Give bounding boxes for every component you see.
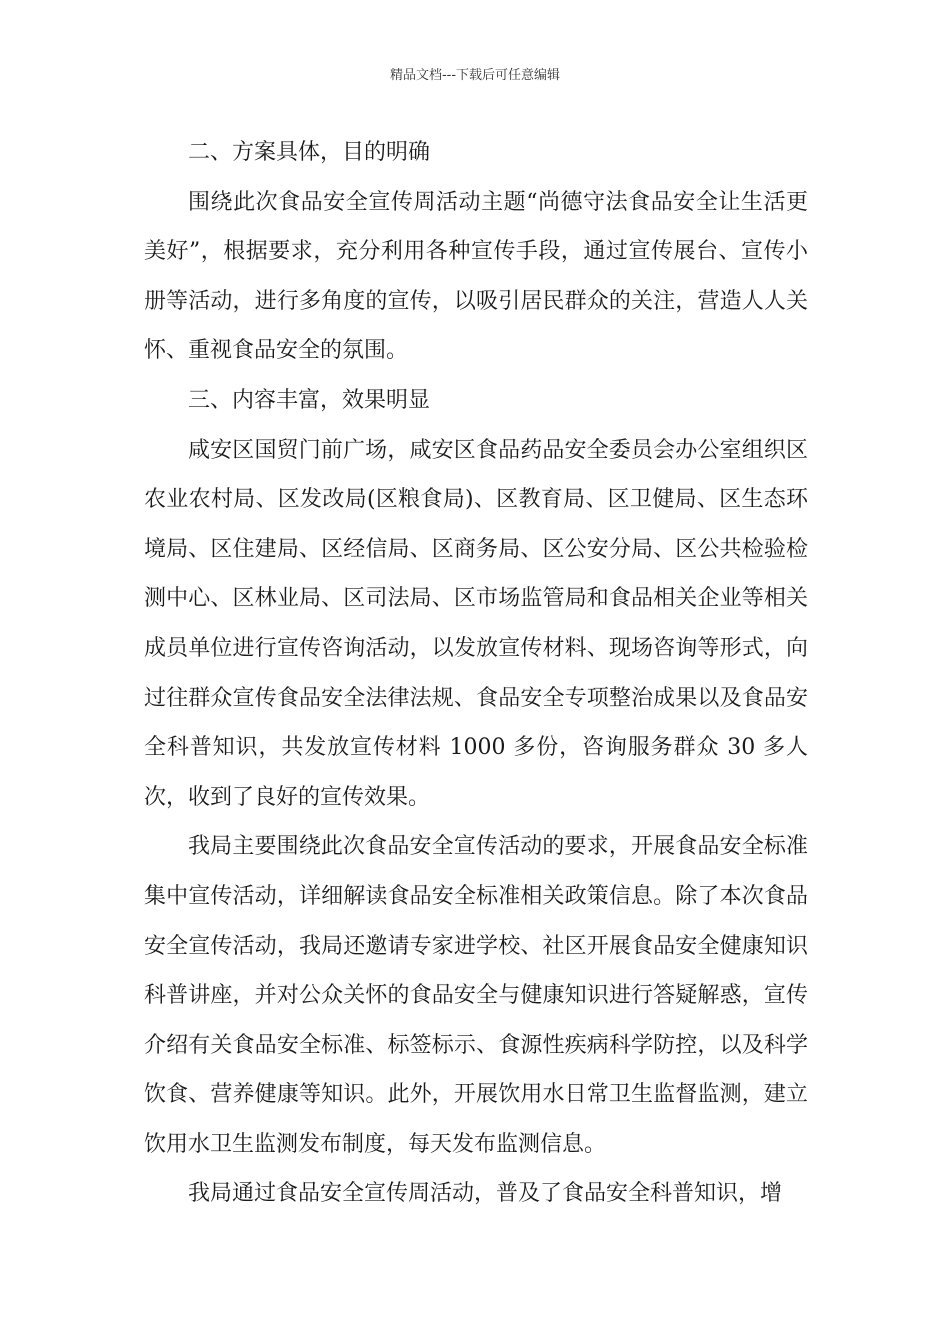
document-body — [144, 128, 808, 1219]
section-heading-2: 二、方案具体，目的明确 — [188, 140, 431, 165]
page-header: 精品文档---下载后可任意编辑 — [389, 68, 561, 83]
section-heading-3: 三、内容丰富，效果明显 — [188, 387, 431, 413]
paragraph-theme: 围绕此次食品安全宣传周活动主题“尚德守法食品安全让生活更美好”，根据要求，充分利用各种宣传手段，通过宣传展台、宣传小册等活动，进行多角度的宣传，以吸引居民群众的关注，营造人人关怀、重视食品安全的氛围。 — [144, 189, 808, 364]
paragraph-summary: 我局通过食品安全宣传周活动，普及了食品安全科普知识，增 — [188, 1181, 783, 1207]
paragraph-event: 咸安区国贸门前广场，咸安区食品药品安全委员会办公室组织区农业农村局、区发改局(区粮食局)、区教育局、区卫健局、区生态环境局、区住建局、区经信局、区商务局、区公安分局、区公共检验检测中心、区林业局、区司法局、区市场监管局和食品相关企业等相关成员单位进行宣传咨询活动，以发放宣传材料、现场咨询等形式，向过往群众宣传食品安全法律法规、食品安全专项整治成果以及食品安全科普知识，共发放宣传材料 1000 多份，咨询服务群众 30 多人次，收到了良好的宣传效果。 — [144, 437, 808, 810]
paragraph-bureau: 我局主要围绕此次食品安全宣传活动的要求，开展食品安全标准集中宣传活动，详细解读食品安全标准相关政策信息。除了本次食品安全宣传活动，我局还邀请专家进学校、社区开展食品安全健康知识科普讲座，并对公众关怀的食品安全与健康知识进行答疑解惑，宣传介绍有关食品安全标准、标签标示、食源性疾病科学防控，以及科学饮食、营养健康等知识。此外，开展饮用水日常卫生监督监测，建立饮用水卫生监测发布制度，每天发布监测信息。 — [144, 834, 808, 1157]
